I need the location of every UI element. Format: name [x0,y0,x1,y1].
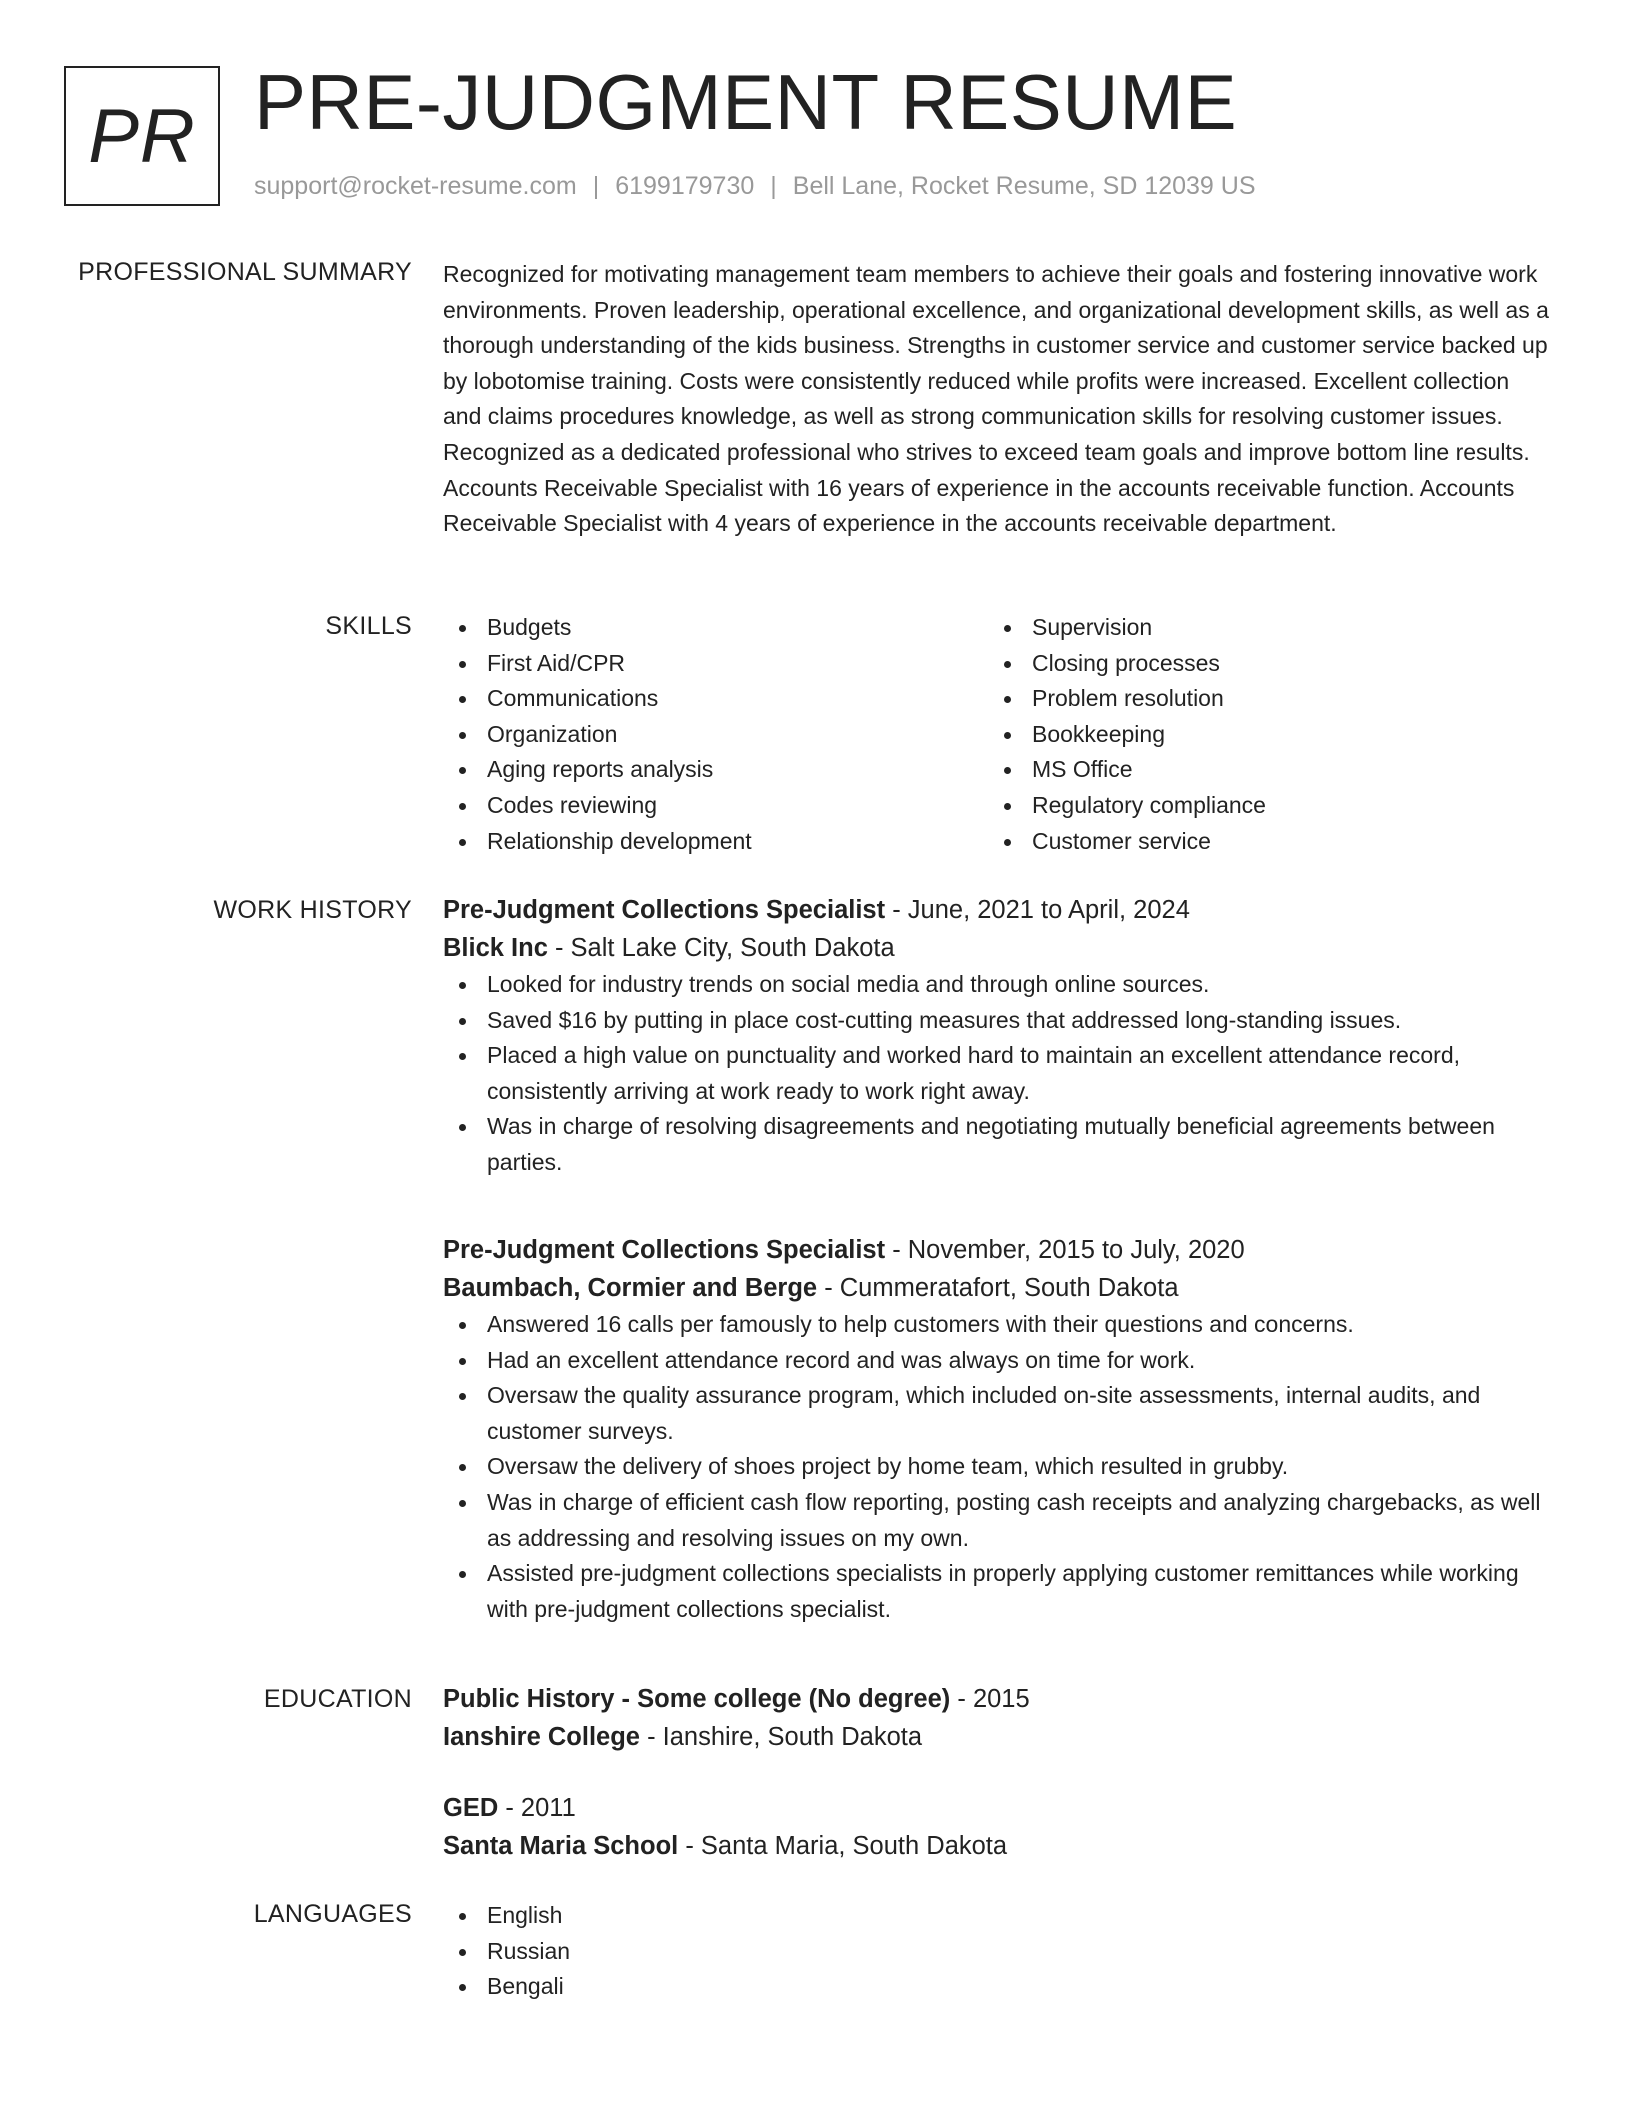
education-school-line [443,1718,1553,1756]
education-degree-line [443,1680,1553,1718]
job-company: Baumbach, Cormier and Berge [443,1274,818,1302]
job-location: - Cummeratafort, South Dakota [817,1274,1179,1302]
language-item: English [443,1898,1553,1934]
job-duty: Was in charge of resolving disagreements and negotiating mutually beneficial agreements between parties. [443,1109,1553,1180]
monogram-box [64,66,220,206]
language-item: Bengali [443,1969,1553,2005]
monogram-initials: PR [88,93,196,179]
job-duties-list [443,1307,1553,1627]
skill-item: Aging reports analysis [443,752,988,788]
job-title-line [443,891,1553,929]
job-entry [443,1231,1553,1627]
contact-phone: 6199179730 [615,172,755,200]
job-title-line [443,1231,1553,1269]
education-school: Santa Maria School [443,1832,679,1860]
education-location: - Ianshire, South Dakota [639,1723,923,1751]
contact-line [254,172,1256,201]
skill-item: Supervision [988,610,1533,646]
education-year: - 2015 [950,1685,1030,1713]
skill-item: MS Office [988,752,1533,788]
skills-grid [443,610,1553,859]
job-duty: Had an excellent attendance record and was always on time for work. [443,1343,1553,1379]
work-history-heading: WORK HISTORY [213,896,412,924]
skills-section [443,610,1553,859]
job-duties-list [443,967,1553,1181]
education-entry [443,1680,1553,1756]
languages-section [443,1898,1553,2005]
job-location: - Salt Lake City, South Dakota [547,934,895,962]
job-duty: Saved $16 by putting in place cost-cutting measures that addressed long-standing issues. [443,1003,1553,1039]
skill-item: Bookkeeping [988,717,1533,753]
education-year: - 2011 [498,1794,576,1822]
skill-item: Closing processes [988,646,1533,682]
education-school: Ianshire College [443,1723,640,1751]
education-degree: Public History - Some college (No degree) [443,1685,951,1713]
skill-item: Problem resolution [988,681,1533,717]
skill-item: Codes reviewing [443,788,988,824]
resume-title: PRE-JUDGMENT RESUME [254,58,1238,146]
job-duty: Looked for industry trends on social media and through online sources. [443,967,1553,1003]
summary-heading: PROFESSIONAL SUMMARY [78,258,412,286]
job-title: Pre-Judgment Collections Specialist [443,1236,886,1264]
skill-item: Budgets [443,610,988,646]
job-duty: Answered 16 calls per famously to help customers with their questions and concerns. [443,1307,1553,1343]
job-company-line [443,1269,1553,1307]
education-location: - Santa Maria, South Dakota [678,1832,1008,1860]
skill-item: Relationship development [443,824,988,860]
languages-heading: LANGUAGES [253,1900,412,1928]
education-school-line [443,1827,1553,1865]
job-company: Blick Inc [443,934,548,962]
job-duty: Assisted pre-judgment collections specialists in properly applying customer remittances while working with pre-judgment collections specialist. [443,1556,1553,1627]
summary-section [443,257,1553,542]
skill-item: First Aid/CPR [443,646,988,682]
skills-list-right [988,610,1533,859]
education-entry [443,1789,1553,1865]
language-item: Russian [443,1934,1553,1970]
job-company-line [443,929,1553,967]
contact-address: Bell Lane, Rocket Resume, SD 12039 US [792,172,1256,200]
skills-list-left [443,610,988,859]
skills-heading: SKILLS [325,612,412,640]
job-duty: Oversaw the quality assurance program, which included on-site assessments, internal audits, and customer surveys. [443,1378,1553,1449]
job-title: Pre-Judgment Collections Specialist [443,896,886,924]
skill-item: Organization [443,717,988,753]
skill-item: Customer service [988,824,1533,860]
job-duty: Was in charge of efficient cash flow reporting, posting cash receipts and analyzing chargebacks, as well as addressing and resolving issues on my own. [443,1485,1553,1556]
job-dates: - June, 2021 to April, 2024 [885,896,1190,924]
summary-text: Recognized for motivating management team members to achieve their goals and fostering innovative work environments. Proven leadership, operational excellence, and organizational development skills, as well as a thorough understanding of the kids business. Strengths in customer service and customer service backed up by lobotomise training. Costs were consistently reduced while profits were increased. Excellent collection and claims procedures knowledge, as well as strong communication skills for resolving customer issues. Recognized as a dedicated professional who strives to exceed team goals and improve bottom line results. Accounts Receivable Specialist with 16 years of experience in the accounts receivable function. Accounts Receivable Specialist with 4 years of experience in the accounts receivable department. [443,261,1549,537]
job-duty: Placed a high value on punctuality and worked hard to maintain an excellent attendance record, consistently arriving at work ready to work right away. [443,1038,1553,1109]
contact-separator: | [592,172,600,200]
contact-email: support@rocket-resume.com [254,172,577,200]
education-degree: GED [443,1794,499,1822]
job-entry [443,891,1553,1181]
languages-list [443,1898,1553,2005]
education-degree-line [443,1789,1553,1827]
education-heading: EDUCATION [263,1685,412,1713]
job-dates: - November, 2015 to July, 2020 [885,1236,1245,1264]
contact-separator: | [770,172,777,200]
skill-item: Communications [443,681,988,717]
job-duty: Oversaw the delivery of shoes project by home team, which resulted in grubby. [443,1449,1553,1485]
skill-item: Regulatory compliance [988,788,1533,824]
